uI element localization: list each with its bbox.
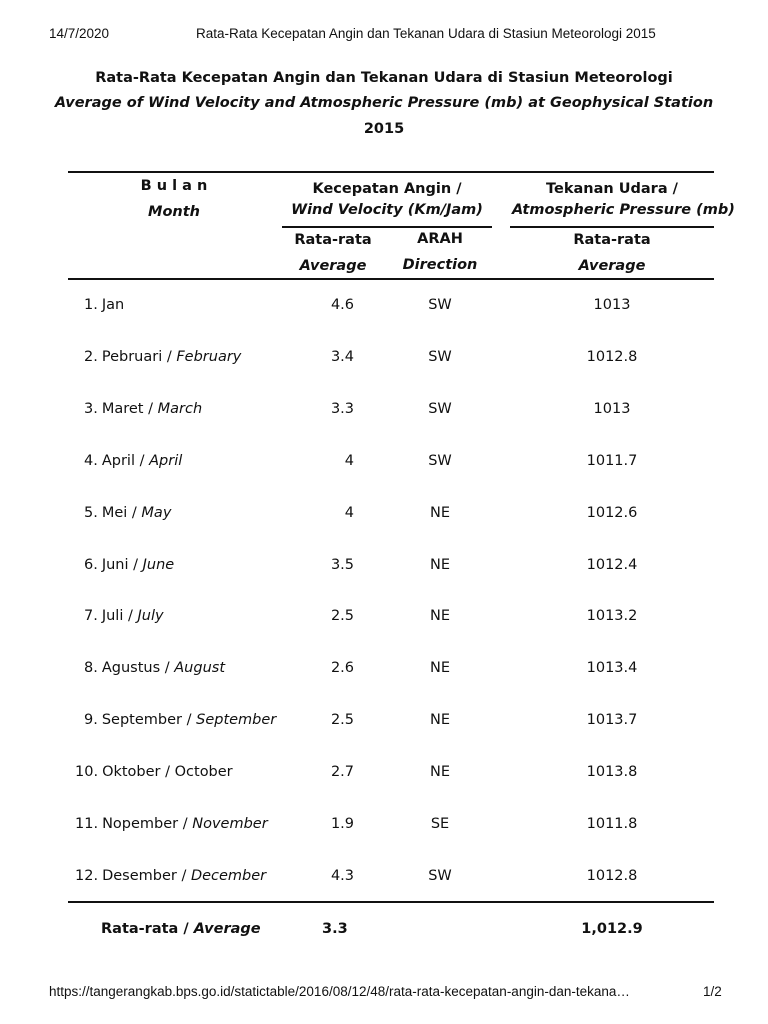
wind-direction-value: NE bbox=[429, 660, 450, 676]
table-top-rule bbox=[68, 171, 714, 173]
table-row-month bbox=[84, 505, 171, 521]
wind-direction-value: SW bbox=[428, 401, 452, 417]
subheader-direction-en: Direction bbox=[402, 257, 478, 273]
month-number: 7. bbox=[84, 608, 98, 624]
month-name-english: June bbox=[142, 557, 175, 573]
pressure-value: 1013 bbox=[593, 401, 631, 417]
table-header-bottom-rule bbox=[68, 278, 714, 280]
wind-speed-value: 4.3 bbox=[330, 868, 354, 884]
month-name-indonesian: April bbox=[101, 453, 135, 469]
subheader-average-en: Average bbox=[299, 258, 367, 274]
header-wind-en: Wind Velocity (Km/Jam) bbox=[291, 202, 483, 218]
table-row-month bbox=[75, 764, 233, 780]
pressure-value: 1012.8 bbox=[586, 349, 638, 365]
month-name-indonesian: Juni bbox=[101, 557, 129, 573]
month-number: 10. bbox=[75, 764, 99, 780]
wind-speed-value: 2.5 bbox=[330, 712, 354, 728]
pressure-value: 1011.7 bbox=[586, 453, 638, 469]
pressure-value: 1013.8 bbox=[586, 764, 638, 780]
wind-direction-value: NE bbox=[429, 557, 450, 573]
month-name-indonesian: Nopember bbox=[102, 816, 179, 832]
wind-direction-value: NE bbox=[429, 608, 450, 624]
header-pressure-en: Atmospheric Pressure (mb) bbox=[512, 202, 735, 218]
pressure-value: 1013.7 bbox=[586, 712, 638, 728]
wind-speed-value: 4 bbox=[344, 505, 354, 521]
month-separator: / bbox=[182, 712, 197, 728]
pressure-value: 1013 bbox=[593, 297, 631, 313]
month-separator: / bbox=[160, 660, 175, 676]
wind-speed-value: 3.3 bbox=[330, 401, 354, 417]
wind-speed-value: 3.5 bbox=[330, 557, 354, 573]
month-name-indonesian: Jan bbox=[101, 297, 125, 313]
print-header-title: Rata-Rata Kecepatan Angin dan Tekanan Udara di Stasiun Meteorologi 2015 bbox=[196, 26, 656, 41]
wind-direction-value: NE bbox=[429, 712, 450, 728]
pressure-value: 1012.6 bbox=[586, 505, 638, 521]
wind-direction-value: NE bbox=[429, 764, 450, 780]
month-number: 1. bbox=[84, 297, 98, 313]
pressure-value: 1013.2 bbox=[586, 608, 638, 624]
document-year: 2015 bbox=[363, 121, 405, 137]
month-number: 6. bbox=[84, 557, 98, 573]
month-name-english: November bbox=[192, 816, 268, 832]
month-name-english: September bbox=[196, 712, 277, 728]
month-separator: / bbox=[143, 401, 158, 417]
month-number: 9. bbox=[84, 712, 98, 728]
print-footer-url: https://tangerangkab.bps.go.id/statictable/2016/08/12/48/rata-rata-kecepatan-angin-dan-tekana… bbox=[49, 984, 630, 999]
month-name-indonesian: Mei bbox=[101, 505, 128, 521]
table-row-month bbox=[84, 608, 164, 624]
table-row-month bbox=[84, 712, 276, 728]
pressure-header-rule bbox=[510, 226, 714, 228]
month-separator: / bbox=[178, 816, 193, 832]
footer-average-speed: 3.3 bbox=[322, 921, 348, 937]
wind-speed-value: 1.9 bbox=[330, 816, 354, 832]
month-separator: / bbox=[127, 505, 142, 521]
month-name-english: December bbox=[190, 868, 267, 884]
month-name-english: August bbox=[174, 660, 226, 676]
table-row-month bbox=[75, 816, 268, 832]
month-number: 2. bbox=[84, 349, 98, 365]
month-number: 8. bbox=[84, 660, 98, 676]
month-number: 12. bbox=[75, 868, 99, 884]
wind-direction-value: SW bbox=[428, 297, 452, 313]
wind-speed-value: 2.6 bbox=[330, 660, 354, 676]
pressure-value: 1013.4 bbox=[586, 660, 638, 676]
table-row-month bbox=[84, 349, 241, 365]
table-row-month bbox=[84, 453, 182, 469]
month-number: 3. bbox=[84, 401, 98, 417]
month-name-indonesian: Oktober / October bbox=[102, 764, 233, 780]
month-name-english: April bbox=[149, 453, 183, 469]
month-number: 11. bbox=[75, 816, 99, 832]
wind-speed-value: 4.6 bbox=[330, 297, 354, 313]
month-name-indonesian: September bbox=[101, 712, 182, 728]
document-title-english: Average of Wind Velocity and Atmospheric Pressure (mb) at Geophysical Station bbox=[54, 95, 714, 111]
footer-average-pressure: 1,012.9 bbox=[581, 921, 643, 937]
wind-direction-value: SW bbox=[428, 349, 452, 365]
wind-header-rule bbox=[282, 226, 492, 228]
wind-speed-value: 2.5 bbox=[330, 608, 354, 624]
wind-direction-value: NE bbox=[429, 505, 450, 521]
month-name-english: July bbox=[137, 608, 164, 624]
month-number: 4. bbox=[84, 453, 98, 469]
wind-speed-value: 3.4 bbox=[330, 349, 354, 365]
header-month-en: Month bbox=[148, 204, 200, 220]
header-wind-id: Kecepatan Angin / bbox=[312, 181, 462, 197]
wind-direction-value: SW bbox=[428, 453, 452, 469]
table-row-month bbox=[84, 660, 225, 676]
month-name-english: May bbox=[141, 505, 172, 521]
month-name-indonesian: Juli bbox=[101, 608, 124, 624]
pressure-value: 1012.8 bbox=[586, 868, 638, 884]
document-title-indonesian: Rata-Rata Kecepatan Angin dan Tekanan Udara di Stasiun Meteorologi bbox=[95, 70, 673, 86]
table-row-month bbox=[84, 297, 124, 313]
table-row-month bbox=[84, 401, 202, 417]
month-name-indonesian: Agustus bbox=[101, 660, 161, 676]
table-bottom-rule bbox=[68, 901, 714, 903]
month-name-english: February bbox=[176, 349, 242, 365]
month-separator: / bbox=[162, 349, 177, 365]
wind-direction-value: SE bbox=[430, 816, 450, 832]
header-month-id: B u l a n bbox=[140, 178, 208, 194]
month-separator: / bbox=[176, 868, 191, 884]
subheader-direction-id: ARAH bbox=[417, 231, 463, 247]
pressure-value: 1012.4 bbox=[586, 557, 638, 573]
header-pressure-id: Tekanan Udara / bbox=[546, 181, 678, 197]
pressure-value: 1011.8 bbox=[586, 816, 638, 832]
month-name-english: March bbox=[157, 401, 203, 417]
subheader-pressure-average-id: Rata-rata bbox=[573, 232, 651, 248]
month-separator: / bbox=[135, 453, 150, 469]
month-separator: / bbox=[123, 608, 138, 624]
wind-speed-value: 4 bbox=[344, 453, 354, 469]
month-name-indonesian: Maret bbox=[101, 401, 144, 417]
month-name-indonesian: Pebruari bbox=[101, 349, 163, 365]
subheader-pressure-average-en: Average bbox=[578, 258, 646, 274]
month-separator: / bbox=[128, 557, 143, 573]
wind-direction-value: SW bbox=[428, 868, 452, 884]
table-row-month bbox=[84, 557, 174, 573]
print-header-date: 14/7/2020 bbox=[49, 26, 110, 41]
subheader-average-id: Rata-rata bbox=[294, 232, 372, 248]
footer-average-label: Rata-rata / Average bbox=[101, 921, 261, 937]
print-footer-page: 1/2 bbox=[703, 984, 722, 999]
wind-speed-value: 2.7 bbox=[330, 764, 354, 780]
month-number: 5. bbox=[84, 505, 98, 521]
table-row-month bbox=[75, 868, 266, 884]
month-name-indonesian: Desember bbox=[102, 868, 177, 884]
